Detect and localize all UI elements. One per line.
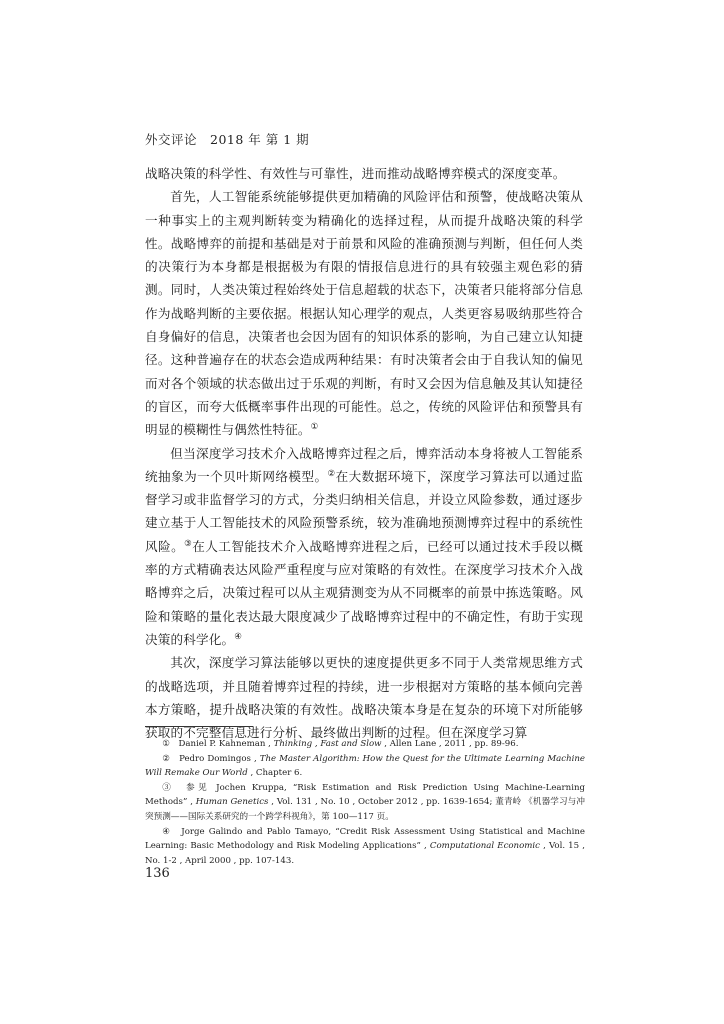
paragraph-text: 战略决策的科学性、有效性与可靠性，进而推动战略博弈模式的深度变革。: [145, 166, 566, 181]
footnote-ref-1[interactable]: ①: [310, 422, 319, 433]
page-number: 136: [145, 866, 170, 881]
footnote-text: , Vol. 15 , No. 1-2 , April 2000 , pp. 107-143.: [145, 841, 585, 866]
footnote-item: [145, 781, 585, 825]
footnote-divider: [145, 726, 253, 727]
paragraph-text: 但当深度学习技术介入战略博弈过程之后，博弈活动本身将被人工智能系统抽象为一个贝叶斯网络模型。: [145, 445, 583, 484]
footnote-italic-text: Human Genetics: [195, 797, 269, 808]
footnote-italic-text: Computational Economic: [429, 841, 540, 852]
footnote-italic-text: The Master Algorithm: How the Quest for the Ultimate Learning Machine Will Remake Our World: [145, 753, 585, 779]
paragraph-text: 首先，人工智能系统能够提供更加精确的风险评估和预警，使战略决策从一种事实上的主观判断转变为精确化的选择过程，从而提升战略决策的科学性。战略博弈的前提和基础是对于前景和风险的准确预测与判断，但任何人类的决策行为本身都是根据极为有限的情报信息进行的具有较强主观色彩的猜测。同时，人类决策过程始终处于信息超载的状态下，决策者只能将部分信息作为战略判断的主要依据。根据认知心理学的观点，人类更容易吸纳那些符合自身偏好的信息，决策者也会因为固有的知识体系的影响，为自己建立认知捷径。这种普遍存在的状态会造成两种结果：有时决策者会由于自我认知的偏见而对各个领域的状态做出过于乐观的判断，有时又会因为信息触及其认知捷径的盲区，而夸大低概率事件出现的可能性。总之，传统的风险评估和预警具有明显的模糊性与偶然性特征。: [145, 189, 583, 438]
footnote-mark: ①: [162, 739, 170, 749]
paragraph-second: [145, 442, 583, 652]
paragraph-text: 其次，深度学习算法能够以更快的速度提供更多不同于人类常规思维方式的战略选项，并且随着博弈过程的持续，进一步根据对方策略的基本倾向完善本方策略，提升战略决策的有效性。战略决策本身是在复杂的环境下对所能够获取的不完整信息进行分析、最终做出判断的过程。但在深度学习算: [145, 655, 583, 741]
paragraph-first: [145, 185, 583, 441]
footnote-item: [145, 737, 585, 752]
footnote-mark: ③: [162, 782, 175, 793]
paragraph-text: 在大数据环境下，深度学习算法可以通过监督学习或非监督学习的方式，分类归纳相关信息，并设立风险参数，通过逐步建立基于人工智能技术的风险预警系统，较为准确地预测博弈过程中的系统性风险。: [145, 468, 583, 554]
footnote-text: Pedro Domingos ,: [179, 753, 260, 764]
footnote-mark: ④: [162, 826, 172, 837]
footnote-text: , Allen Lane , 2011 , pp. 89-96.: [381, 739, 519, 749]
footnote-text: , Vol. 131 , No. 10 , October 2012 , pp. 1639-1654; 董青岭 《机器学习与冲突预测——国际关系研究的一个跨学科视角》，第 100—117 页。: [145, 797, 585, 822]
footnote-italic-text: Thinking , Fast and Slow: [273, 739, 382, 749]
paragraph-third: [145, 651, 583, 744]
footnotes: [145, 737, 585, 868]
footnote-item: [145, 825, 585, 869]
footnote-mark: ②: [162, 753, 171, 764]
footnote-text: 参见 Jochen Kruppa, “Risk Estimation and Risk Prediction Using Machine-Learning Methods” ,: [145, 782, 585, 808]
footnote-item: [145, 752, 585, 781]
running-header: 外交评论 2018 年 第 1 期: [145, 132, 310, 147]
body-text: [145, 162, 583, 744]
footnote-ref-3[interactable]: ③: [184, 538, 193, 549]
footnote-ref-4[interactable]: ④: [234, 631, 242, 642]
paragraph-continuation: [145, 162, 583, 185]
footnote-ref-2[interactable]: ②: [327, 468, 336, 479]
footnote-text: , Chapter 6.: [247, 768, 303, 779]
paragraph-text: 在人工智能技术介入战略博弈进程之后，已经可以通过技术手段以概率的方式精确表达风险严重程度与应对策略的有效性。在深度学习技术介入战略博弈之后，决策过程可以从主观猜测变为从不同概率的前景中拣选策略。风险和策略的量化表达最大限度减少了战略博弈过程中的不确定性，有助于实现决策的科学化。: [145, 538, 584, 647]
footnote-text: Daniel P. Kahneman ,: [178, 739, 274, 749]
footnote-text: Jorge Galindo and Pablo Tamayo, “Credit Risk Assessment Using Statistical and Machine Learning: Basic Methodology and Risk Modeling Applications” ,: [145, 826, 585, 852]
